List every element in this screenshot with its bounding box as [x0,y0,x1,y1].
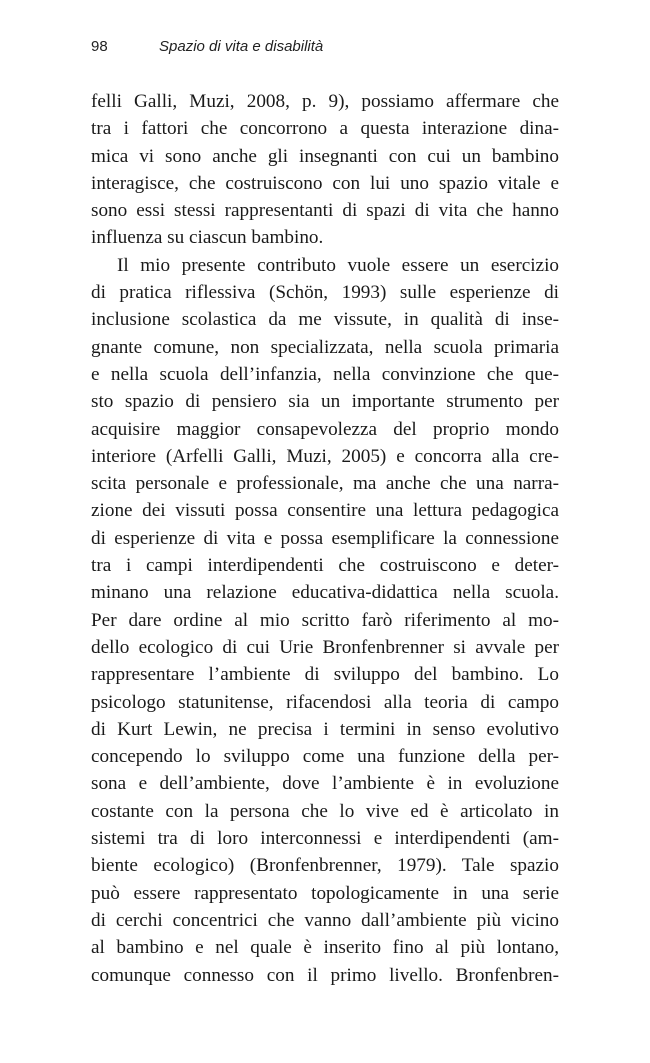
text-line: gnante comune, non specializzata, nella scuola primaria [91,336,559,358]
text-line: costante con la persona che lo vive ed è articolato in [91,800,559,822]
text-line: sto spazio di pensiero sia un importante strumento per [91,391,559,413]
text-line: psicologo statunitense, rifacendosi alla teoria di campo [91,691,559,713]
text-line: felli Galli, Muzi, 2008, p. 9), possiamo affermare che [91,91,559,112]
text-line: di pratica riflessiva (Schön, 1993) sulle esperienze di [91,282,559,304]
text-line: Per dare ordine al mio scritto farò riferimento al mo- [91,609,559,631]
page-number: 98 [91,38,108,55]
running-head [91,38,561,58]
text-line: mica vi sono anche gli insegnanti con cui un bambino [91,145,559,167]
paragraph-1 [91,88,559,252]
text-line: interagisce, che costruiscono con lui uno spazio vitale e [91,172,559,194]
text-line: può essere rappresentato topologicamente in una serie [91,882,559,904]
text-line: e nella scuola dell’infanzia, nella convinzione che que- [91,363,559,385]
text-line: zione dei vissuti possa consentire una lettura pedagogica [91,500,559,522]
text-line: concependo lo sviluppo come una funzione della per- [91,746,559,768]
text-line: Il mio presente contributo vuole essere un esercizio [117,254,559,276]
text-line: influenza su ciascun bambino. [91,227,324,249]
text-line: sistemi tra di loro interconnessi e interdipendenti (am- [91,828,559,850]
text-line: acquisire maggior consapevolezza del proprio mondo [91,418,559,440]
text-line: di Kurt Lewin, ne precisa i termini in senso evolutivo [91,718,559,740]
text-line: di esperienze di vita e possa esemplificare la connessione [91,527,559,549]
text-line: biente ecologico) (Bronfenbrenner, 1979). Tale spazio [91,855,559,877]
text-line: di cerchi concentrici che vanno dall’ambiente più vicino [91,909,559,931]
text-line: tra i fattori che concorrono a questa interazione dina- [91,118,559,140]
text-line: minano una relazione educativa-didattica nella scuola. [91,582,559,604]
text-line: al bambino e nel quale è inserito fino al più lontano, [91,937,559,959]
text-line: sono essi stessi rappresentanti di spazi di vita che hanno [91,200,559,222]
text-line: rappresentare l’ambiente di sviluppo del bambino. Lo [91,664,559,686]
text-line: interiore (Arfelli Galli, Muzi, 2005) e concorra alla cre- [91,445,559,467]
text-line: sona e dell’ambiente, dove l’ambiente è in evoluzione [91,773,559,795]
text-line: inclusione scolastica da me vissute, in qualità di inse- [91,309,559,331]
text-line: comunque connesso con il primo livello. Bronfenbren- [91,964,559,986]
paragraph-2 [91,252,559,989]
text-line: dello ecologico di cui Urie Bronfenbrenner si avvale per [91,636,559,658]
body-text [91,88,559,989]
text-line: scita personale e professionale, ma anche che una narra- [91,473,559,495]
text-line: tra i campi interdipendenti che costruiscono e deter- [91,555,559,577]
running-title: Spazio di vita e disabilità [159,38,324,55]
